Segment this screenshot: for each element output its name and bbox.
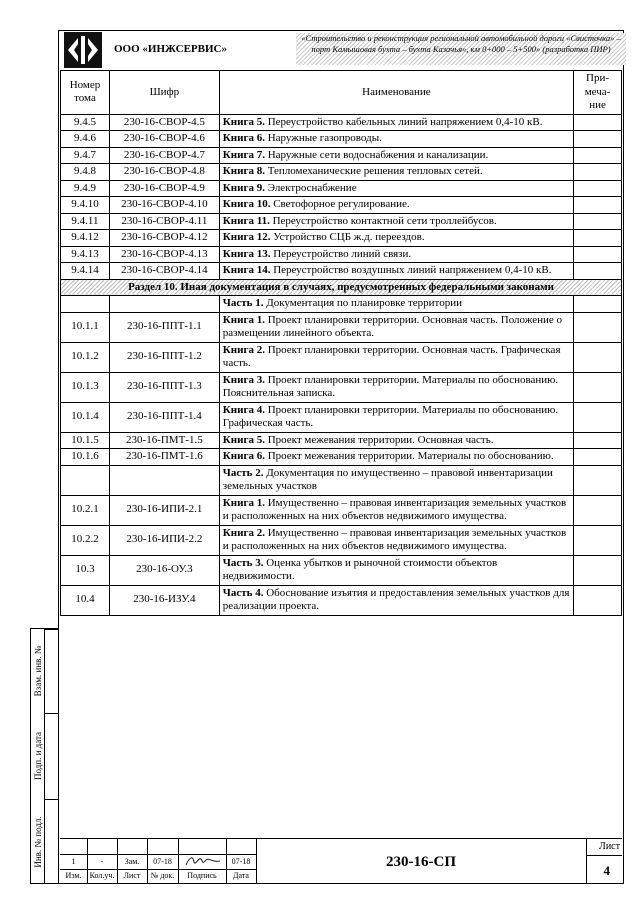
volume-name [219, 296, 573, 313]
stamp-value-change: 1 [71, 857, 76, 866]
volume-code: 230-16-СВОР-4.5 [109, 114, 219, 131]
volume-note [574, 312, 622, 342]
volume-book-label: Книга 6. [222, 132, 265, 144]
volume-code: 230-16-СВОР-4.12 [109, 230, 219, 247]
volume-code: 230-16-ПМТ-1.5 [109, 432, 219, 449]
volume-number: 9.4.12 [61, 230, 110, 247]
volume-note [574, 495, 622, 525]
signature-icon [184, 854, 222, 868]
volume-code: 230-16-СВОР-4.9 [109, 180, 219, 197]
volume-book-label: Часть 4. [222, 586, 264, 599]
volume-name [219, 555, 573, 585]
project-title-line-1: «Строительство и реконструкция региональной автомобильной дороги «Свисточка» – [301, 33, 621, 43]
volume-note [574, 465, 622, 495]
volume-name [219, 465, 573, 495]
volume-note [574, 432, 622, 449]
volume-name [219, 402, 573, 432]
volume-code: 230-16-СВОР-4.8 [109, 164, 219, 181]
col-header-name: Наименование [219, 71, 573, 115]
volume-title-text: Документация по имущественно – правовой инвентаризации земельных участков [222, 466, 553, 492]
table-row [61, 495, 622, 525]
volume-book-label: Книга 5. [222, 433, 265, 446]
volume-book-label: Часть 3. [222, 556, 264, 569]
sheet-label: Лист [599, 841, 620, 852]
volume-book-label: Книга 12. [222, 231, 271, 243]
volume-number: 9.4.9 [61, 180, 110, 197]
volume-number: 10.1.1 [61, 312, 110, 342]
table-row [61, 402, 622, 432]
company-name: ООО «ИНЖСЕРВИС» [114, 43, 227, 55]
volume-name [219, 164, 573, 181]
volume-code [109, 465, 219, 495]
title-block-stamp [60, 838, 622, 884]
volume-number: 9.4.13 [61, 246, 110, 263]
project-title [296, 33, 626, 65]
volume-number [61, 465, 110, 495]
volume-number: 10.4 [61, 585, 110, 615]
table-row [61, 296, 622, 313]
volume-number: 9.4.11 [61, 213, 110, 230]
table-row [61, 147, 622, 164]
table-row [61, 465, 622, 495]
volume-title-text: Оценка убытков и рыночной стоимости объектов недвижимости. [222, 556, 498, 582]
volume-name [219, 180, 573, 197]
volume-book-label: Книга 1. [222, 496, 265, 509]
stamp-label-doc: № док. [150, 871, 175, 880]
stamp-label-signature: Подпись [187, 871, 217, 880]
volume-code: 230-16-СВОР-4.13 [109, 246, 219, 263]
stamp-label-date: Дата [233, 871, 249, 880]
volume-title-text: Переустройство воздушных линий напряжением 0,4-10 кВ. [270, 264, 552, 276]
volume-code: 230-16-СВОР-4.10 [109, 197, 219, 214]
volume-note [574, 114, 622, 131]
side-label-replace-inv: Взам. инв. № [33, 645, 43, 697]
volume-book-label: Книга 6. [222, 450, 265, 462]
volume-code: 230-16-ППТ-1.1 [109, 312, 219, 342]
company-logo-icon [64, 32, 102, 68]
volume-book-label: Книга 13. [222, 247, 271, 260]
volume-title-text: Светофорное регулирование. [270, 198, 410, 210]
side-strip [30, 628, 58, 884]
volume-book-label: Книга 9. [222, 181, 265, 194]
volume-number: 10.1.3 [61, 372, 110, 402]
volume-name [219, 263, 573, 280]
volume-name [219, 372, 573, 402]
volume-book-label: Часть 2. [222, 466, 264, 479]
volume-name [219, 147, 573, 164]
volume-title-text: Документация по планировке территории [263, 297, 462, 309]
volume-title-text: Проект планировки территории. Материалы по обоснованию. Графическая часть. [222, 403, 559, 429]
volume-name [219, 495, 573, 525]
volume-number [61, 296, 110, 313]
project-title-line-2: порт Камышовая бухта – бухта Казачья», км 0+000 – 5+500» (разработка ПИР) [311, 44, 611, 54]
volume-code: 230-16-ППТ-1.3 [109, 372, 219, 402]
volume-name [219, 525, 573, 555]
table-header-row [61, 71, 622, 115]
volume-note [574, 525, 622, 555]
volume-name [219, 432, 573, 449]
volume-code: 230-16-СВОР-4.14 [109, 263, 219, 280]
volume-number: 10.1.5 [61, 432, 110, 449]
section-title: Раздел 10. Иная документация в случаях, предусмотренных федеральными законами [61, 279, 622, 296]
volume-name [219, 114, 573, 131]
volume-name [219, 312, 573, 342]
table-row [61, 180, 622, 197]
volume-code: 230-16-ИПИ-2.1 [109, 495, 219, 525]
volume-book-label: Книга 10. [222, 198, 271, 210]
volume-number: 10.2.1 [61, 495, 110, 525]
table-row [61, 342, 622, 372]
volume-number: 9.4.10 [61, 197, 110, 214]
volume-code: 230-16-ПМТ-1.6 [109, 449, 219, 466]
volume-note [574, 230, 622, 247]
volume-number: 10.1.2 [61, 342, 110, 372]
volume-number: 9.4.7 [61, 147, 110, 164]
volume-book-label: Книга 3. [222, 373, 265, 386]
volume-code: 230-16-ППТ-1.2 [109, 342, 219, 372]
page-header [60, 30, 622, 70]
volume-name [219, 213, 573, 230]
table-row [61, 131, 622, 148]
side-cell-inv-orig [45, 799, 59, 885]
volume-title-text: Наружные сети водоснабжения и канализации. [264, 148, 489, 161]
side-label-inv-orig: Инв. № подл. [33, 816, 43, 868]
volume-title-text: Проект планировки территории. Материалы по обоснованию. Пояснительная записка. [222, 373, 559, 399]
table-row [61, 525, 622, 555]
volume-code: 230-16-СВОР-4.7 [109, 147, 219, 164]
volume-name [219, 449, 573, 466]
volume-note [574, 296, 622, 313]
volume-book-label: Книга 8. [222, 165, 265, 177]
table-row [61, 164, 622, 181]
volume-title-text: Переустройство контактной сети троллейбусов. [269, 214, 497, 227]
volume-book-label: Книга 2. [222, 343, 265, 356]
stamp-value-sheet: Зам. [124, 857, 140, 866]
volume-code: 230-16-ИПИ-2.2 [109, 525, 219, 555]
volume-note [574, 131, 622, 148]
side-label-sign-date: Подп. и дата [33, 731, 43, 781]
stamp-label-qty: Кол.уч. [89, 871, 115, 880]
volume-code: 230-16-ОУ.3 [109, 555, 219, 585]
volume-code: 230-16-ППТ-1.4 [109, 402, 219, 432]
volume-book-label: Книга 7. [222, 148, 265, 161]
table-row [61, 312, 622, 342]
table-row [61, 372, 622, 402]
side-cell-replace-inv [45, 629, 59, 713]
volume-note [574, 555, 622, 585]
volume-book-label: Часть 1. [222, 297, 264, 309]
table-row [61, 213, 622, 230]
volume-name [219, 131, 573, 148]
stamp-line [586, 839, 587, 884]
volume-code: 230-16-СВОР-4.6 [109, 131, 219, 148]
volume-code: 230-16-ИЗУ.4 [109, 585, 219, 615]
volume-title-text: Тепломеханические решения тепловых сетей. [264, 165, 483, 177]
volume-book-label: Книга 5. [222, 115, 265, 128]
volume-title-text: Проект планировки территории. Основная часть. Положение о размещении линейного объекта. [222, 313, 563, 339]
table-row [61, 432, 622, 449]
volume-number: 9.4.5 [61, 114, 110, 131]
volume-title-text: Обоснование изъятия и предоставления земельных участков для реализации проекта. [222, 586, 570, 612]
volume-note [574, 263, 622, 280]
volume-book-label: Книга 4. [222, 403, 265, 416]
volume-note [574, 585, 622, 615]
volume-title-text: Наружные газопроводы. [264, 132, 382, 144]
stamp-value-date: 07-18 [231, 857, 251, 866]
col-header-code: Шифр [109, 71, 219, 115]
table-row [61, 197, 622, 214]
table-row [61, 555, 622, 585]
volume-code: 230-16-СВОР-4.11 [109, 213, 219, 230]
volume-title-text: Переустройство линий связи. [270, 247, 412, 260]
col-header-number: Номер тома [61, 71, 110, 115]
volume-book-label: Книга 1. [222, 313, 265, 326]
volume-code [109, 296, 219, 313]
volume-title-text: Проект планировки территории. Основная часть. Графическая часть. [222, 343, 561, 369]
volume-title-text: Имущественно – правовая инвентаризация земельных участков и расположенных на них объектов недвижимого имущества. [222, 526, 567, 552]
volume-note [574, 213, 622, 230]
table-row [61, 114, 622, 131]
volume-title-text: Имущественно – правовая инвентаризация земельных участков и расположенных на них объектов недвижимого имущества. [222, 496, 567, 522]
volume-name [219, 342, 573, 372]
stamp-label-sheet: Лист [123, 871, 141, 880]
volume-title-text: Электроснабжение [264, 181, 357, 194]
volume-number: 9.4.6 [61, 131, 110, 148]
volume-note [574, 449, 622, 466]
volume-note [574, 147, 622, 164]
volume-title-text: Проект межевания территории. Основная часть. [264, 433, 494, 446]
volumes-table [60, 70, 622, 616]
volume-note [574, 164, 622, 181]
volume-title-text: Переустройство кабельных линий напряжением 0,4-10 кВ. [264, 115, 543, 128]
stamp-line [586, 855, 622, 856]
volume-number: 10.2.2 [61, 525, 110, 555]
volume-number: 10.3 [61, 555, 110, 585]
volume-name [219, 585, 573, 615]
volume-book-label: Книга 2. [222, 526, 265, 539]
volume-note [574, 402, 622, 432]
volume-number: 9.4.8 [61, 164, 110, 181]
volume-name [219, 246, 573, 263]
col-header-note: При-меча-ние [574, 71, 622, 115]
volume-name [219, 197, 573, 214]
stamp-value-qty: - [100, 857, 104, 866]
section-row [61, 279, 622, 296]
stamp-label-change: Изм. [65, 871, 82, 880]
table-row [61, 230, 622, 247]
sheet-number: 4 [603, 863, 610, 878]
volume-book-label: Книга 14. [222, 264, 271, 276]
table-row [61, 246, 622, 263]
table-row [61, 263, 622, 280]
stamp-value-doc: 07-18 [153, 857, 172, 866]
volume-book-label: Книга 11. [222, 214, 270, 227]
volume-title-text: Проект межевания территории. Материалы по обоснованию. [264, 450, 554, 462]
volume-title-text: Устройство СЦБ ж.д. переездов. [270, 231, 425, 243]
volume-number: 10.1.4 [61, 402, 110, 432]
volume-number: 10.1.6 [61, 449, 110, 466]
volume-number: 9.4.14 [61, 263, 110, 280]
volume-name [219, 230, 573, 247]
volume-note [574, 246, 622, 263]
document-code: 230-16-СП [386, 853, 456, 870]
volume-note [574, 342, 622, 372]
table-row [61, 585, 622, 615]
volume-note [574, 197, 622, 214]
table-row [61, 449, 622, 466]
volume-note [574, 180, 622, 197]
volume-note [574, 372, 622, 402]
side-cell-sign-date [45, 713, 59, 799]
